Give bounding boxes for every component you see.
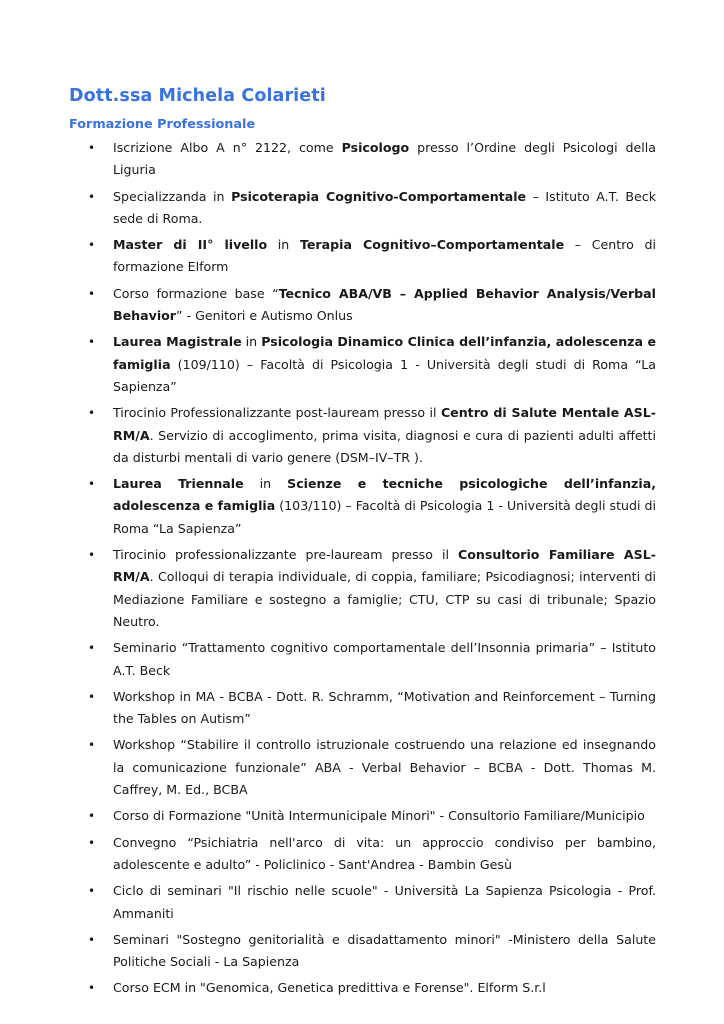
list-item — [88, 686, 656, 731]
list-item — [88, 283, 656, 328]
bold-text: Psicologo — [341, 140, 410, 155]
list-item — [88, 186, 656, 231]
bold-text: Terapia Cognitivo–Comportamentale — [299, 237, 565, 253]
list-item — [88, 734, 656, 801]
text-span: Convegno “Psichiatria nell'arco di vita: un approccio condiviso per bambino, adolescente e adulto” - Policlinico - Sant'Andrea - Bambin Gesù — [113, 834, 656, 872]
text-span: – Centro di formazione Elform — [113, 237, 656, 275]
list-item — [88, 880, 656, 925]
bold-text: Psicoterapia Cognitivo-Comportamentale — [231, 188, 527, 204]
text-span: Seminari "Sostegno genitorialità e disadattamento minori" -Ministero della Salute Politiche Sociali - La Sapienza — [113, 931, 656, 970]
text-span: Workshop in MA - BCBA - Dott. R. Schramm, “Motivation and Reinforcement – Turning the Tables on Autism” — [113, 688, 656, 727]
text-span: Seminario “Trattamento cognitivo comportamentale dell’Insonnia primaria” – Istituto A.T. Beck — [113, 640, 656, 678]
bold-text: Centro di Salute Mentale ASL-RM/A — [113, 405, 656, 443]
list-item — [88, 929, 656, 974]
text-span: (109/110) – Facoltà di Psicologia 1 - Università degli studi di Roma “La Sapienza” — [113, 356, 656, 394]
text-span: . Servizio di accoglimento, prima visita, diagnosi e cura di pazienti adulti affetti da disturbi mentali di vario genere (DSM–IV–TR ). — [113, 427, 656, 465]
list-item — [88, 137, 656, 182]
list-item — [88, 544, 656, 633]
text-span: Corso ECM in "Genomica, Genetica predittiva e Forense". Elform S.r.l — [113, 980, 546, 996]
text-span: Ciclo di seminari "Il rischio nelle scuole" - Università La Sapienza Psicologia - Prof. Ammaniti — [113, 883, 656, 921]
text-span: in — [243, 476, 288, 492]
bold-text: Consultorio Familiare ASL-RM/A — [113, 547, 656, 585]
document-title: Dott.ssa Michela Colarieti — [69, 86, 326, 106]
text-span: in — [267, 237, 300, 253]
bold-text: Laurea Triennale — [113, 476, 244, 492]
text-span: Tirocinio Professionalizzante post-lauream presso il — [113, 405, 441, 421]
text-span: . Colloqui di terapia individuale, di coppia, familiare; Psicodiagnosi; interventi di Mediazione Familiare e sostegno a famiglie; CTU, CTP su casi di tribunale; Spazio Neutro. — [113, 569, 656, 629]
bold-text: Tecnico ABA/VB – Applied Behavior Analysis/Verbal Behavior — [113, 285, 656, 324]
text-span: Tirocinio professionalizzante pre-lauream presso il — [113, 547, 458, 563]
text-span: ” - Genitori e Autismo Onlus — [176, 308, 353, 324]
list-item — [88, 977, 656, 999]
bold-text: Master di II° livello — [113, 237, 268, 253]
list-item — [88, 637, 656, 682]
text-span: presso l’Ordine degli Psicologi della Liguria — [113, 140, 656, 178]
text-span: Iscrizione Albo A n° 2122, come — [113, 140, 342, 155]
bold-text: Scienze e tecniche psicologiche dell’infanzia, adolescenza e famiglia — [113, 476, 656, 514]
list-item — [88, 473, 656, 540]
bold-text: Psicologia Dinamico Clinica dell’infanzia, adolescenza e famiglia — [113, 334, 656, 372]
list-item — [88, 402, 656, 469]
text-span: Corso formazione base “ — [113, 285, 279, 301]
text-span: Workshop “Stabilire il controllo istruzionale costruendo una relazione ed insegnando la comunicazione funzionale” ABA - Verbal Behavior – BCBA - Dott. Thomas M. Caffrey, M. Ed., BCBA — [113, 737, 656, 798]
training-list — [88, 137, 656, 1004]
text-span: (103/110) – Facoltà di Psicologia 1 - Università degli studi di Roma “La Sapienza” — [113, 498, 656, 536]
text-span: Specializzanda in — [113, 188, 232, 204]
list-item — [88, 832, 656, 877]
text-span: in — [241, 334, 262, 350]
list-item — [88, 331, 656, 398]
text-span: Corso di Formazione "Unità Intermunicipale Minori" - Consultorio Familiare/Municipio — [113, 808, 645, 824]
bold-text: Laurea Magistrale — [113, 334, 242, 350]
list-item — [88, 805, 656, 827]
section-heading: Formazione Professionale — [69, 117, 256, 132]
list-item — [88, 234, 656, 279]
text-span: – Istituto A.T. Beck sede di Roma. — [113, 188, 656, 226]
